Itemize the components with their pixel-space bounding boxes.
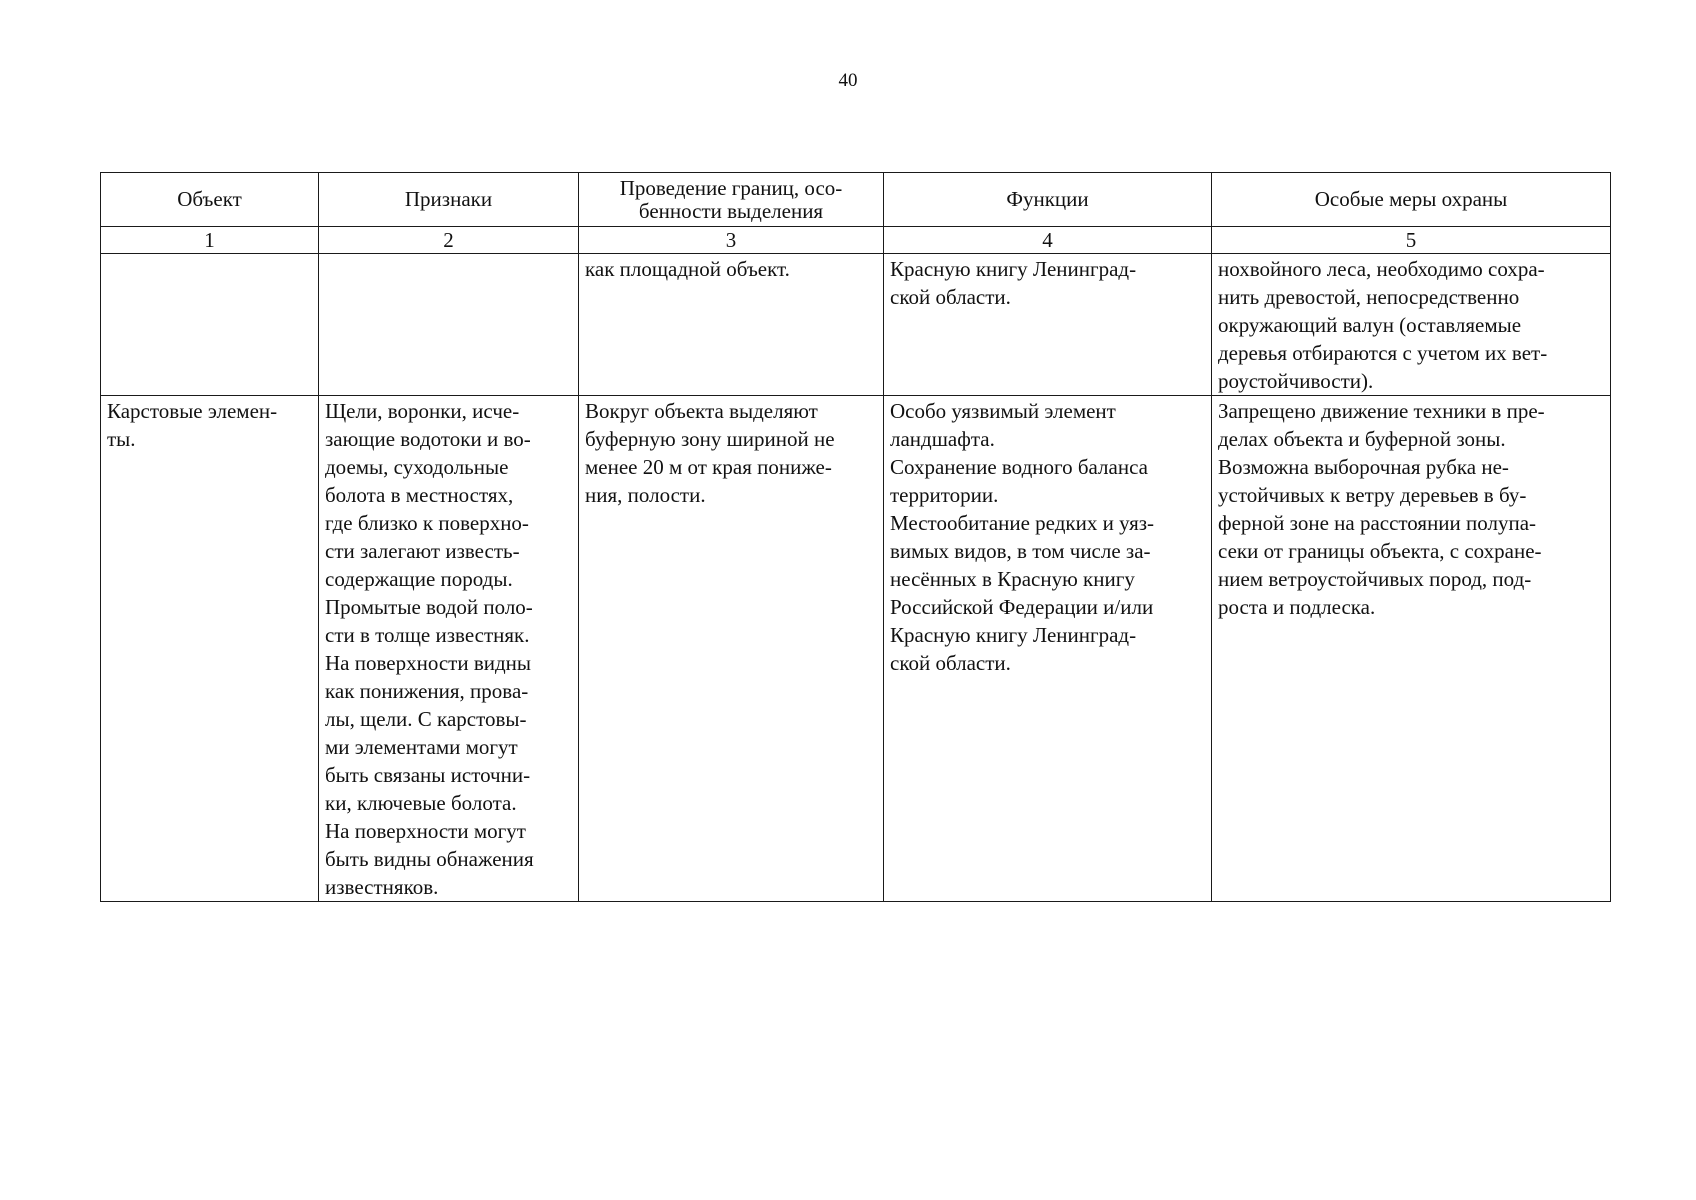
cell-protection: Запрещено движение техники в пре- делах объекта и буферной зоны. Возможна выборочная рубка не- устойчивых к ветру деревьев в бу- ферной зоне на расстоянии полупа- секи от границы объекта, с сохране- нием ветроустойчивых пород, под- роста и подлеска. — [1212, 396, 1611, 902]
cell-functions: Особо уязвимый элемент ландшафта. Сохранение водного баланса территории. Местообитание редких и уяз- вимых видов, в том числе за- несённых в Красную книгу Российской Федерации и/или Красную книгу Ленинград- ской области. — [884, 396, 1212, 902]
column-number: 5 — [1212, 227, 1611, 254]
cell-functions: Красную книгу Ленинград- ской области. — [884, 254, 1212, 396]
column-header-object: Объект — [101, 173, 319, 227]
column-number: 2 — [319, 227, 579, 254]
table-row — [101, 254, 1611, 396]
column-number: 4 — [884, 227, 1212, 254]
table-row — [101, 396, 1611, 902]
cell-protection: нохвойного леса, необходимо сохра- нить древостой, непосредственно окружающий валун (оставляемые деревья отбираются с учетом их вет- роустойчивости). — [1212, 254, 1611, 396]
protection-measures-table — [100, 172, 1611, 902]
cell-features — [319, 254, 579, 396]
cell-features: Щели, воронки, исче- зающие водотоки и во- доемы, суходольные болота в местностях, где близко к поверхно- сти залегают известь- содержащие породы. Промытые водой поло- сти в толще известняк. На поверхности видны как понижения, прова- лы, щели. С карстовы- ми элементами могут быть связаны источни- ки, ключевые болота. На поверхности могут быть видны обнажения известняков. — [319, 396, 579, 902]
column-header-protection: Особые меры охраны — [1212, 173, 1611, 227]
page-number: 40 — [838, 70, 858, 91]
column-header-functions: Функции — [884, 173, 1212, 227]
cell-boundaries: как площадной объект. — [579, 254, 884, 396]
column-number-row — [101, 227, 1611, 254]
cell-boundaries: Вокруг объекта выделяют буферную зону шириной не менее 20 м от края пониже- ния, полости. — [579, 396, 884, 902]
column-number: 3 — [579, 227, 884, 254]
column-number: 1 — [101, 227, 319, 254]
column-header-boundaries: Проведение границ, осо- бенности выделения — [579, 173, 884, 227]
table-header-row — [101, 173, 1611, 227]
cell-object: Карстовые элемен- ты. — [101, 396, 319, 902]
column-header-features: Признаки — [319, 173, 579, 227]
cell-object — [101, 254, 319, 396]
